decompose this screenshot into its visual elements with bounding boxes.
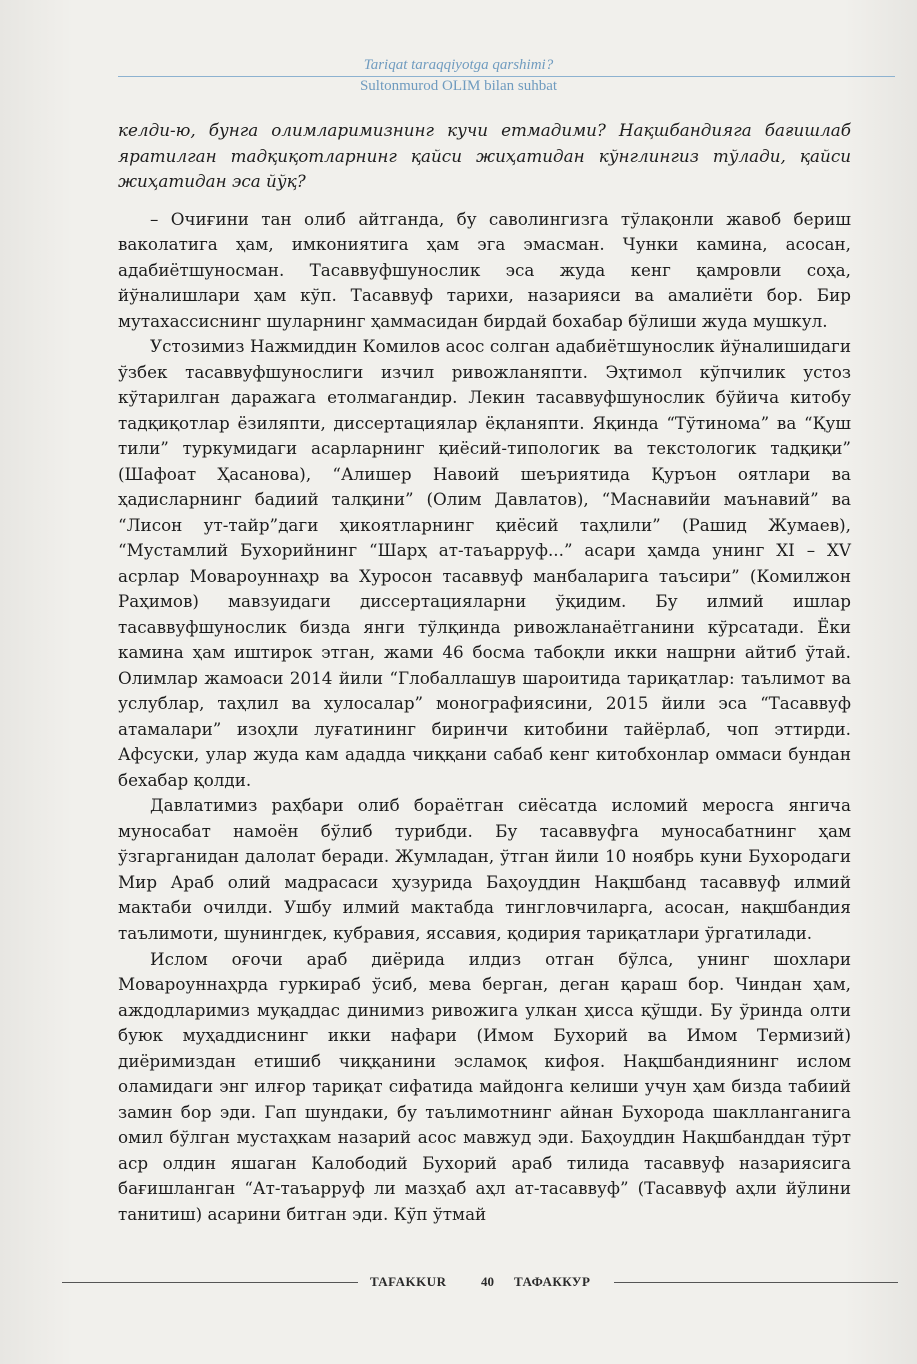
running-head-rule [118,76,895,77]
running-head [0,56,917,95]
footer-magazine-latin: TAFAKKUR [370,1274,447,1289]
footer-rule-left [62,1282,358,1283]
page-footer [0,1272,917,1294]
paragraph-3: Давлатимиз раҳбари олиб бораётган сиёсатда исломий меросга янгича муносабат намоён бўлиб турибди. Бу тасаввуфга муносабатнинг ҳам ўзгарганидан далолат беради. Жумладан, ўтган йили 10 ноябрь куни Бухородаги Мир Араб олий мадрасаси ҳузурида Баҳоуддин Нақшбанд тасаввуф илмий мактаби очилди. Ушбу илмий мактабда тингловчиларга, асосан, нақшбандия таълимоти, шунингдек, кубравия, яссавия, қодирия тариқатлари ўргатилади. [118,795,851,943]
page-number: 40 [481,1274,494,1289]
paragraph-4: Ислом оғочи араб диёрида илдиз отган бўлса, унинг шохлари Мовароуннаҳрда гуркираб ўсиб, мева берган, деган қараш бор. Чиндан ҳам, аждодларимиз муқаддас динимиз ривожига улкан ҳисса қўшди. Бу ўринда олти буюк муҳаддиснинг икки нафари (Имом Бухорий ва Имом Термизий) диёримиздан етишиб чиққанини эсламоқ кифоя. Нақшбандиянинг ислом оламидаги энг илғор тариқат сифатида майдонга келиши учун ҳам бизда табиий замин бор эди. Гап шундаки, бу таълимотнинг айнан Бухорода шаклланганига омил бўлган мустаҳкам назарий асос мавжуд эди. Баҳоуддин Нақшбанддан тўрт аср олдин яшаган Калободий Бухорий араб тилида тасаввуф назариясига бағишланган “Ат-таъарруф ли мазҳаб аҳл ат-тасаввуф” (Тасаввуф аҳли йўлини танитиш) асарини битган эди. Кўп ўтмай [118,948,851,1224]
running-head-subtitle: Sultonmurod OLIM bilan suhbat [359,78,558,94]
footer-rule-right [614,1282,898,1283]
paragraph-2: Устозимиз Нажмиддин Комилов асос солган адабиётшунослик йўналишидаги ўзбек тасаввуфшунослиги изчил ривожланяпти. Эҳтимол кўпчилик устоз кўтарилган даражага етолмагандир. Лекин тасаввуфшунослик бўйича китобу тадқиқотлар ёзиляпти, диссертациялар ёқланяпти. Яқинда “Тўтинома” ва “Қуш тили” туркумидаги асарларнинг қиёсий-типологик ва текстологик тадқиқи” (Шафоат Ҳасанова), “Алишер Навоий шеъриятида Қуръон оятлари ва ҳадисларнинг бадиий талқини” (Олим Давлатов), “Маснавийи маънавий” ва “Лисон ут-тайр”даги ҳикоятларнинг қиёсий таҳлили” (Рашид Жумаев), “Мустамлий Бухорийнинг “Шарҳ ат-таъарруф...” асари ҳамда унинг XI – XV асрлар Мовароуннаҳр ва Хуросон тасаввуф манбаларига таъсири” (Комилжон Раҳимов) мавзуидаги диссертацияларни ўқидим. Бу илмий ишлар тасаввуфшунослик бизда янги тўлқинда ривожланаётганини кўрсатади. Ёки камина ҳам иштирок этган, жами 46 босма табоқли икки нашрни айтиб ўтай. Олимлар жамоаси 2014 йили “Глобаллашув шароитида тариқатлар: таълимот ва услублар, таҳлил ва хулосалар” монографиясини, 2015 йили эса “Тасаввуф атамалари” изоҳли луғатининг биринчи китобини тайёрлаб, чоп эттирди. Афсуски, улар жуда кам ададда чиққани сабаб кенг китобхонлар оммаси бундан бехабар қолди. [118,336,851,790]
footer-magazine-cyrillic: ТАФАККУР [514,1274,591,1289]
article-body [118,118,851,1227]
running-head-title: Tariqat taraqqiyotga qarshimi? [363,57,554,73]
paragraph-1: – Очиғини тан олиб айтганда, бу саволингизга тўлақонли жавоб бериш ваколатига ҳам, имкониятига ҳам эга эмасман. Чунки камина, асосан, адабиётшуносман. Тасаввуфшунослик эса жуда кенг қамровли соҳа, йўналишлари ҳам кўп. Тасаввуф тарихи, назарияси ва амалиёти бор. Бир мутахассиснинг шуларнинг ҳаммасидан бирдай бохабар бўлиши жуда мушкул. [118,208,851,331]
interview-question: келди-ю, бунга олимларимизнинг кучи етмадими? Нақшбандияга бағишлаб яратилган тадқиқотларнинг қайси жиҳатидан кўнглингиз тўлади, қайси жиҳатидан эса йўқ? [118,120,851,192]
